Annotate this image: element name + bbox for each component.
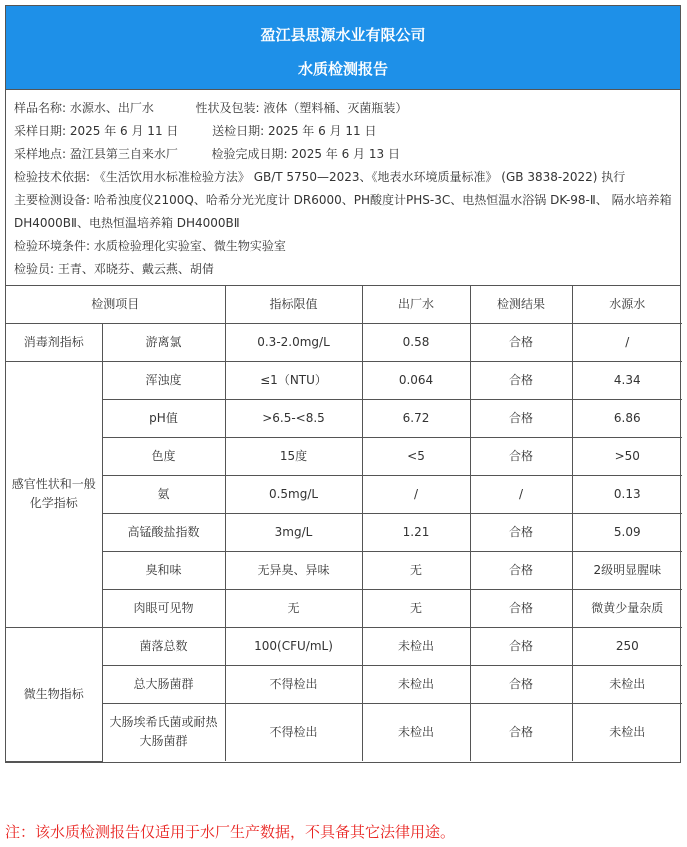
result-value: /: [470, 475, 572, 513]
item-name: 菌落总数: [102, 627, 225, 665]
source-value: 0.13: [572, 475, 682, 513]
factory-value: 1.21: [362, 513, 470, 551]
company-name: 盈江县思源水业有限公司: [260, 26, 426, 44]
group-name: 感官性状和一般化学指标: [6, 361, 102, 627]
info-row-sample: [14, 97, 672, 120]
limit-value: 0.5mg/L: [225, 475, 362, 513]
source-value: >50: [572, 437, 682, 475]
table-row: [6, 361, 682, 399]
item-name: 游离氯: [102, 323, 225, 361]
item-name: 肉眼可见物: [102, 589, 225, 627]
table-row: [6, 703, 682, 761]
table-row: [6, 551, 682, 589]
result-value: 合格: [470, 551, 572, 589]
completion-label: 检验完成日期:: [211, 147, 288, 161]
limit-value: 无异臭、异味: [225, 551, 362, 589]
table-row: [6, 323, 682, 361]
source-value: 4.34: [572, 361, 682, 399]
table-row: [6, 399, 682, 437]
submit-date-value: 2025 年 6 月 11 日: [267, 124, 377, 138]
table-row: [6, 513, 682, 551]
item-name: 总大肠菌群: [102, 665, 225, 703]
info-row-environment: [14, 235, 672, 258]
report-header: [6, 6, 680, 90]
item-name: 浑浊度: [102, 361, 225, 399]
table-row: [6, 665, 682, 703]
sampling-date-value: 2025 年 6 月 11 日: [69, 124, 179, 138]
source-value: 未检出: [572, 665, 682, 703]
table-row: [6, 627, 682, 665]
limit-value: 不得检出: [225, 665, 362, 703]
header-source: 水源水: [572, 286, 682, 323]
info-row-equipment: [14, 189, 672, 235]
header-item: 检测项目: [6, 286, 225, 323]
info-row-inspectors: [14, 258, 672, 281]
item-name: 氨: [102, 475, 225, 513]
source-value: 未检出: [572, 703, 682, 761]
item-name: 色度: [102, 437, 225, 475]
info-row-location: [14, 143, 672, 166]
factory-value: 0.064: [362, 361, 470, 399]
limit-value: 15度: [225, 437, 362, 475]
sampling-date-label: 采样日期:: [14, 124, 67, 138]
result-value: 合格: [470, 627, 572, 665]
header-result: 检测结果: [470, 286, 572, 323]
limit-value: >6.5-<8.5: [225, 399, 362, 437]
source-value: 250: [572, 627, 682, 665]
source-value: 5.09: [572, 513, 682, 551]
results-table: [6, 286, 682, 762]
result-value: 合格: [470, 589, 572, 627]
limit-value: ≤1（NTU）: [225, 361, 362, 399]
result-value: 合格: [470, 361, 572, 399]
limit-value: 无: [225, 589, 362, 627]
result-value: 合格: [470, 437, 572, 475]
basis-value: 《生活饮用水标准检验方法》 GB/T 5750—2023、《地表水环境质量标准》 (GB 3838-2022) 执行: [93, 170, 626, 184]
result-value: 合格: [470, 323, 572, 361]
group-name: 微生物指标: [6, 627, 102, 761]
equipment-value: 哈希浊度仪2100Q、哈希分光光度计 DR6000、PH酸度计PHS-3C、电热恒温水浴锅 DK-98-Ⅱ、 隔水培养箱DH4000BⅡ、电热恒温培养箱 DH4000BⅡ: [14, 193, 672, 230]
equipment-label: 主要检测设备:: [14, 193, 91, 207]
table-row: [6, 437, 682, 475]
environment-value: 水质检验理化实验室、微生物实验室: [93, 239, 286, 253]
disclaimer-note: 注：该水质检测报告仅适用于水厂生产数据，不具备其它法律用途。: [5, 823, 456, 841]
table-header-row: [6, 286, 682, 323]
packaging-label: 性状及包装:: [195, 101, 260, 115]
result-value: 合格: [470, 513, 572, 551]
environment-label: 检验环境条件:: [14, 239, 91, 253]
report-title: 水质检测报告: [297, 60, 388, 78]
table-row: [6, 475, 682, 513]
factory-value: 无: [362, 551, 470, 589]
factory-value: 未检出: [362, 665, 470, 703]
header-factory: 出厂水: [362, 286, 470, 323]
source-value: 2级明显腥味: [572, 551, 682, 589]
sample-name-value: 水源水、出厂水: [69, 101, 154, 115]
report-info: [6, 90, 680, 286]
source-value: 微黄少量杂质: [572, 589, 682, 627]
header-limit: 指标限值: [225, 286, 362, 323]
factory-value: 0.58: [362, 323, 470, 361]
inspectors-value: 王青、邓晓芬、戴云燕、胡倩: [57, 262, 214, 276]
completion-value: 2025 年 6 月 13 日: [291, 147, 400, 161]
factory-value: 未检出: [362, 627, 470, 665]
limit-value: 0.3-2.0mg/L: [225, 323, 362, 361]
location-label: 采样地点:: [14, 147, 67, 161]
factory-value: /: [362, 475, 470, 513]
location-value: 盈江县第三自来水厂: [69, 147, 178, 161]
submit-date-label: 送检日期:: [212, 124, 265, 138]
factory-value: 未检出: [362, 703, 470, 761]
limit-value: 3mg/L: [225, 513, 362, 551]
basis-label: 检验技术依据:: [14, 170, 91, 184]
packaging-value: 液体（塑料桶、灭菌瓶装）: [263, 101, 408, 115]
item-name: pH值: [102, 399, 225, 437]
source-value: /: [572, 323, 682, 361]
item-name: 臭和味: [102, 551, 225, 589]
factory-value: 无: [362, 589, 470, 627]
group-name: 消毒剂指标: [6, 323, 102, 361]
table-row: [6, 589, 682, 627]
factory-value: <5: [362, 437, 470, 475]
factory-value: 6.72: [362, 399, 470, 437]
limit-value: 100(CFU/mL): [225, 627, 362, 665]
result-value: 合格: [470, 703, 572, 761]
sample-name-label: 样品名称:: [14, 101, 67, 115]
limit-value: 不得检出: [225, 703, 362, 761]
result-value: 合格: [470, 399, 572, 437]
water-quality-report: [5, 5, 681, 763]
source-value: 6.86: [572, 399, 682, 437]
item-name: 高锰酸盐指数: [102, 513, 225, 551]
info-row-dates: [14, 120, 672, 143]
info-row-basis: [14, 166, 672, 189]
inspectors-label: 检验员:: [14, 262, 55, 276]
item-name: 大肠埃希氏菌或耐热大肠菌群: [102, 703, 225, 761]
result-value: 合格: [470, 665, 572, 703]
